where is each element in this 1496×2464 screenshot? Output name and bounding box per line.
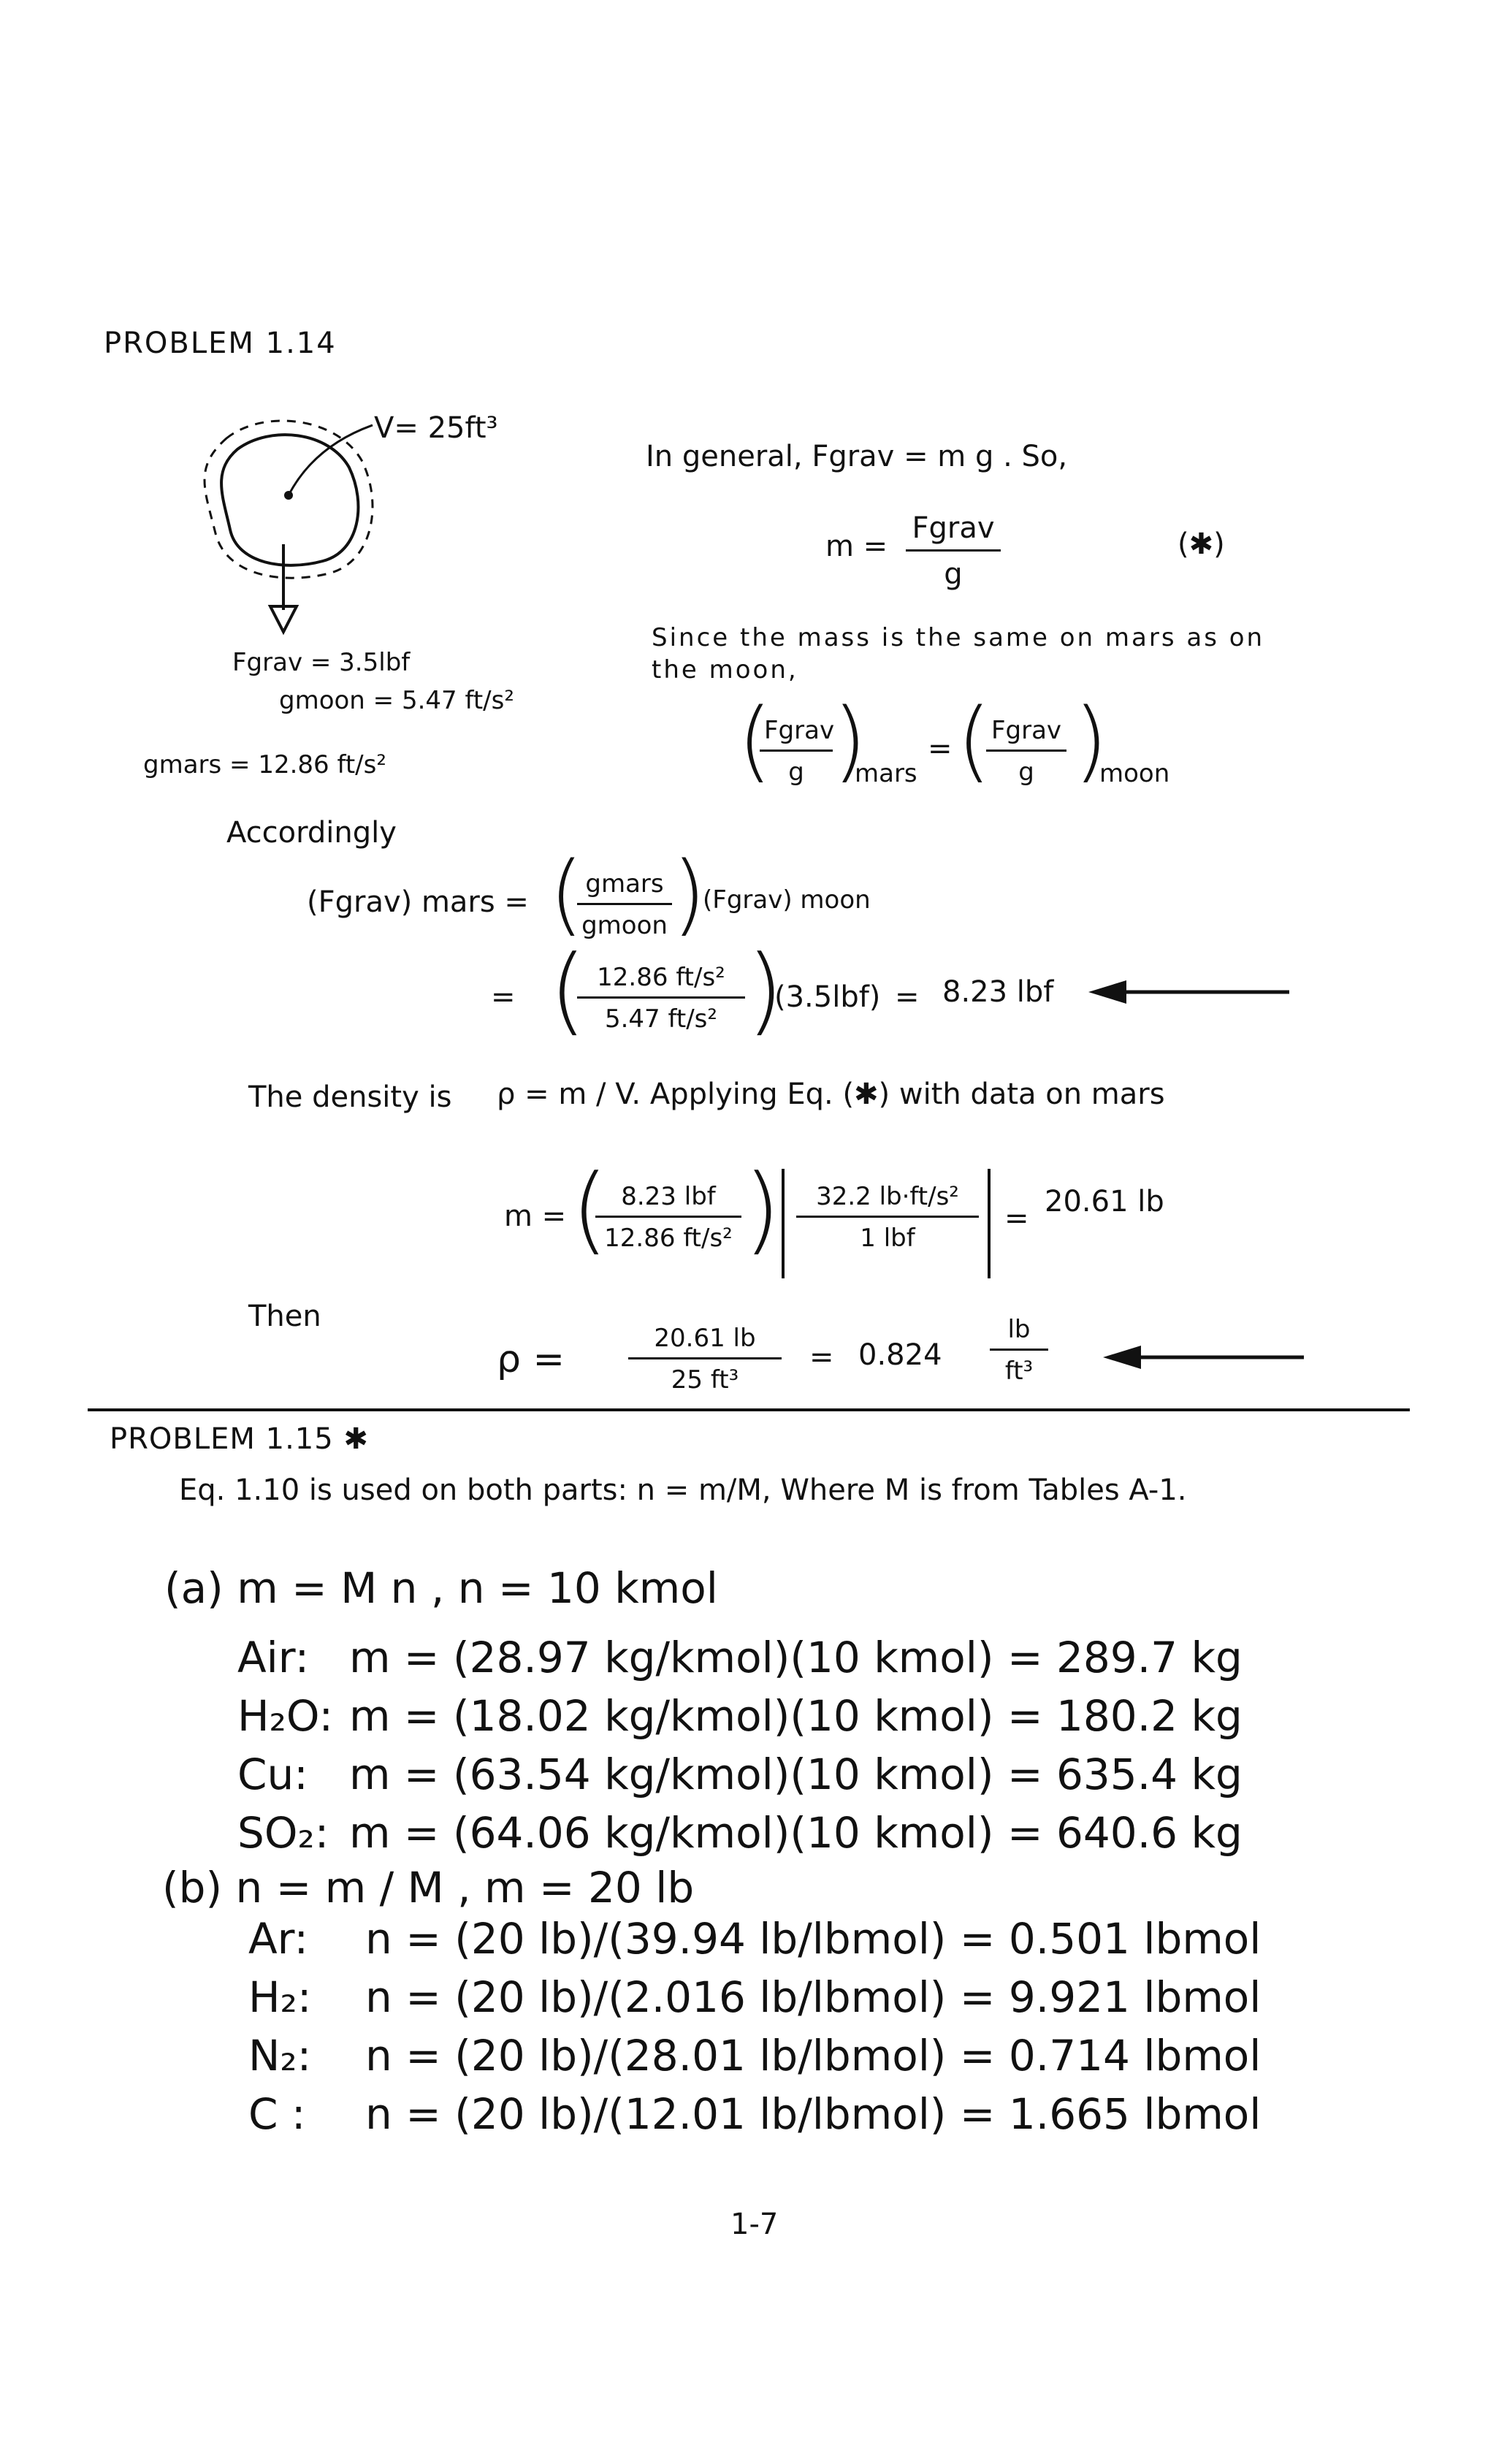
section-divider xyxy=(88,1408,1410,1411)
acceleration-ratio-fraction: $\frac{\text{12.86 ft/s²}}{\text{5.47 ft/s²}}$ xyxy=(577,963,745,1034)
control-volume-diagram xyxy=(197,409,387,650)
right-paren: ) xyxy=(833,690,867,792)
density-unit-fraction: $\frac{lb}{\text{ft³}}$ xyxy=(990,1315,1048,1386)
left-paren: ( xyxy=(571,1153,608,1265)
fraction-numerator: Fgrav xyxy=(906,511,1001,552)
row-equation: m = (18.02 kg/kmol)(10 kmol) = 180.2 kg xyxy=(349,1691,1243,1741)
m-equals: m = xyxy=(825,530,888,563)
right-paren: ) xyxy=(747,934,784,1045)
fgrav-mars-lhs: (Fgrav) mars = xyxy=(307,885,529,919)
left-paren: ( xyxy=(549,934,587,1045)
force-times-term: (3.5lbf) xyxy=(774,980,881,1014)
result-arrow-icon xyxy=(1088,977,1293,1007)
row-equation: n = (20 lb)/(39.94 lb/lbmol) = 0.501 lbmol xyxy=(365,1914,1262,1964)
equals-sign: = xyxy=(895,980,920,1014)
accordingly-text: Accordingly xyxy=(226,816,397,850)
row-label: H₂O: xyxy=(237,1691,334,1741)
row-equation: m = (63.54 kg/kmol)(10 kmol) = 635.4 kg xyxy=(349,1750,1243,1799)
left-paren: ( xyxy=(549,844,584,945)
row-equation: n = (20 lb)/(2.016 lb/lbmol) = 9.921 lbmol xyxy=(365,1972,1262,2022)
force-over-accel-fraction: 8.23 lbf 12.86 ft/s² xyxy=(595,1182,741,1253)
left-paren: ( xyxy=(738,690,772,792)
fgrav-moon-term: (Fgrav) moon xyxy=(703,885,871,915)
gmoon-given: gmoon = 5.47 ft/s² xyxy=(279,686,514,715)
result-arrow-icon xyxy=(1103,1343,1308,1372)
fgrav-mars-result: 8.23 lbf xyxy=(942,975,1054,1009)
since-text-line1: Since the mass is the same on mars as on xyxy=(652,623,1265,652)
gmars-given: gmars = 12.86 ft/s² xyxy=(143,750,386,779)
density-fraction: $\frac{20.61 lb}{\text{25 ft³}}$ xyxy=(628,1324,782,1395)
star-equation-tag: (✱) xyxy=(1178,527,1225,561)
row-equation: n = (20 lb)/(12.01 lb/lbmol) = 1.665 lbmol xyxy=(365,2089,1262,2139)
row-label: Ar: xyxy=(248,1914,309,1964)
density-intro-text: The density is xyxy=(248,1080,452,1114)
moon-subscript: moon xyxy=(1099,759,1170,788)
density-definition: ρ = m / V. Applying Eq. (✱) with data on mars xyxy=(497,1077,1165,1111)
fgrav-given: Fgrav = 3.5lbf xyxy=(232,648,411,677)
row-equation: n = (20 lb)/(28.01 lb/lbmol) = 0.714 lbmol xyxy=(365,2031,1262,2080)
fraction-denominator: g xyxy=(944,557,963,591)
problem-1-15-intro: Eq. 1.10 is used on both parts: n = m/M, Where M is from Tables A-1. xyxy=(179,1473,1187,1507)
fgrav-over-g-moon: Fgrav g xyxy=(986,716,1066,787)
row-label: C : xyxy=(248,2089,306,2139)
density-value: 0.824 xyxy=(858,1338,942,1372)
page-number: 1-7 xyxy=(730,2208,779,2241)
equals-sign: = xyxy=(1004,1202,1029,1235)
row-label: H₂: xyxy=(248,1972,312,2022)
gmars-over-gmoon-fraction: gmars gmoon xyxy=(577,869,672,940)
right-paren: ) xyxy=(744,1153,781,1265)
in-general-text: In general, Fgrav = m g . So, xyxy=(646,440,1068,473)
then-text: Then xyxy=(248,1300,321,1333)
problem-1-15-title: PROBLEM 1.15 ✱ xyxy=(110,1422,369,1456)
gravity-arrow-icon xyxy=(270,606,297,632)
part-b-header: (b) n = m / M , m = 20 lb xyxy=(162,1863,695,1912)
since-text-line2: the moon, xyxy=(652,655,798,684)
volume-label: V= 25ft³ xyxy=(374,411,498,445)
row-label: SO₂: xyxy=(237,1808,329,1858)
equals-sign: = xyxy=(491,980,516,1014)
mars-subscript: mars xyxy=(855,759,917,788)
fgrav-over-g-fraction xyxy=(906,511,1001,591)
right-paren: ) xyxy=(1074,690,1108,792)
problem-1-14-title: PROBLEM 1.14 xyxy=(104,327,337,360)
row-label: Cu: xyxy=(237,1750,308,1799)
row-equation: m = (28.97 kg/kmol)(10 kmol) = 289.7 kg xyxy=(349,1633,1243,1682)
rho-lhs: ρ = xyxy=(497,1338,565,1381)
right-paren: ) xyxy=(672,844,706,945)
row-label: N₂: xyxy=(248,2031,312,2080)
equals-sign: = xyxy=(809,1340,834,1374)
m-lhs: m = xyxy=(504,1199,567,1233)
part-a-header: (a) m = M n , n = 10 kmol xyxy=(164,1563,718,1613)
row-equation: m = (64.06 kg/kmol)(10 kmol) = 640.6 kg xyxy=(349,1808,1243,1858)
conversion-bar-left xyxy=(782,1169,785,1278)
left-paren: ( xyxy=(957,690,991,792)
row-label: Air: xyxy=(237,1633,310,1682)
mass-result: 20.61 lb xyxy=(1045,1185,1164,1218)
equals-sign: = xyxy=(928,732,953,766)
inner-solid-boundary xyxy=(221,435,358,565)
unit-conversion-fraction: 32.2 lb·ft/s² 1 lbf xyxy=(796,1182,979,1253)
conversion-bar-right xyxy=(988,1169,991,1278)
fgrav-over-g-mars: Fgrav g xyxy=(760,716,833,787)
